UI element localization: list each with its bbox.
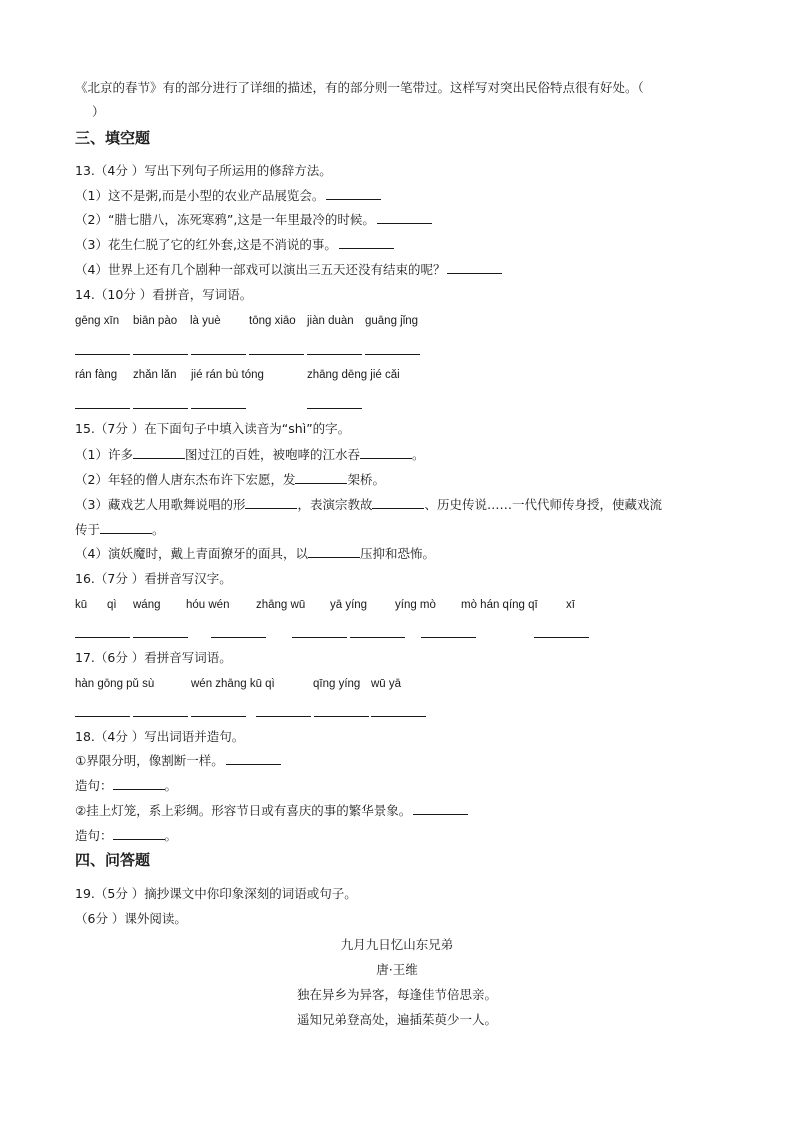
answer-line[interactable] <box>365 354 420 355</box>
answer-line[interactable] <box>307 354 362 355</box>
q13-heading: 13.（4分 ）写出下列句子所运用的修辞方法。 <box>75 163 332 178</box>
answer-blank[interactable] <box>308 545 360 558</box>
pinyin: yíng mò <box>395 599 436 611</box>
answer-blank[interactable] <box>226 752 281 765</box>
answer-line[interactable] <box>75 408 130 409</box>
answer-blank[interactable] <box>377 211 432 224</box>
q15-item-1: （1）许多 图过江的百姓，被咆哮的江水吞 。 <box>75 447 425 462</box>
answer-line[interactable] <box>256 716 311 717</box>
pinyin: zhāng wū <box>256 599 306 611</box>
answer-line[interactable] <box>191 354 246 355</box>
pinyin: gēng xīn <box>75 315 120 327</box>
answer-line[interactable] <box>133 408 188 409</box>
pinyin: guāng jǐng <box>365 315 419 327</box>
q18-sentence-1: 造句： 。 <box>75 778 178 793</box>
q13-item-4: （4）世界上还有几个剧种一部戏可以演出三五天还没有结束的呢？ <box>75 261 502 279</box>
q17-heading: 17.（6分 ）看拼音写词语。 <box>75 650 232 665</box>
answer-blank[interactable] <box>245 496 297 509</box>
pinyin: hóu wén <box>186 599 230 611</box>
q18-sentence-2: 造句： 。 <box>75 828 178 843</box>
pinyin: jiàn duàn <box>307 315 354 327</box>
q15-item-4: （4）演妖魔时，戴上青面獠牙的面具，以 压抑和恐怖。 <box>75 546 435 561</box>
answer-blank[interactable] <box>339 236 394 249</box>
pinyin: tōng xiāo <box>249 315 296 327</box>
answer-line[interactable] <box>75 716 130 717</box>
answer-blank[interactable] <box>113 777 165 790</box>
q13-item-2: （2）“腊七腊八，冻死寒鸦”,这是一年里最冷的时候。 <box>75 211 432 229</box>
answer-blank[interactable] <box>360 446 412 459</box>
pinyin: hàn gōng pǔ sù <box>75 678 155 690</box>
q18-item-2: ②挂上灯笼，系上彩绸。形容节日或有喜庆的事的繁华景象。 <box>75 802 468 820</box>
pinyin: kū <box>75 599 88 611</box>
intro-answer-bracket[interactable]: ） <box>92 104 105 119</box>
answer-blank[interactable] <box>372 496 424 509</box>
answer-line[interactable] <box>249 354 304 355</box>
answer-line[interactable] <box>191 408 246 409</box>
pinyin: yā yíng <box>330 599 368 611</box>
pinyin: rán fàng <box>75 369 118 381</box>
q19-heading: 19.（5分 ）摘抄课文中你印象深刻的词语或句子。 <box>75 886 357 901</box>
pinyin: biān pào <box>133 315 178 327</box>
answer-line[interactable] <box>191 716 246 717</box>
pinyin: zhāng dēng jié cǎi <box>307 369 400 381</box>
answer-blank[interactable] <box>447 261 502 274</box>
q15-item-3-cont: 传于 。 <box>75 522 165 537</box>
section-four-title: 四、问答题 <box>75 851 151 869</box>
pinyin: jié rán bù tóng <box>191 369 264 381</box>
pinyin: xī <box>566 599 575 611</box>
answer-line[interactable] <box>314 716 369 717</box>
answer-line[interactable] <box>133 716 188 717</box>
q18-heading: 18.（4分 ）写出词语并造句。 <box>75 729 245 744</box>
pinyin: qīng yíng <box>313 678 361 690</box>
poem-line-2: 遥知兄弟登高处，遍插茱萸少一人。 <box>296 1012 497 1027</box>
pinyin: là yuè <box>190 315 221 327</box>
answer-line[interactable] <box>307 408 362 409</box>
answer-line[interactable] <box>133 637 188 638</box>
answer-line[interactable] <box>292 637 347 638</box>
answer-blank[interactable] <box>113 827 165 840</box>
section-three-title: 三、填空题 <box>75 129 151 147</box>
answer-line[interactable] <box>534 637 589 638</box>
q15-heading: 15.（7分 ）在下面句子中填入读音为“shì”的字。 <box>75 421 351 436</box>
poem-author: 唐·王维 <box>376 962 418 977</box>
pinyin: qì <box>107 599 117 611</box>
answer-line[interactable] <box>75 637 130 638</box>
answer-blank[interactable] <box>100 521 152 534</box>
answer-blank[interactable] <box>295 471 347 484</box>
pinyin: mò hán qíng qī <box>461 599 538 611</box>
answer-blank[interactable] <box>326 187 381 200</box>
q16-heading: 16.（7分 ）看拼音写汉字。 <box>75 571 232 586</box>
answer-line[interactable] <box>133 354 188 355</box>
poem-title: 九月九日忆山东兄弟 <box>340 937 454 952</box>
q13-item-3: （3）花生仁脱了它的红外套,这是不消说的事。 <box>75 236 394 254</box>
q13-item-1: （1）这不是粥,而是小型的农业产品展览会。 <box>75 187 381 205</box>
q18-item-1: ①界限分明，像割断一样。 <box>75 752 281 770</box>
answer-line[interactable] <box>350 637 405 638</box>
pinyin: wū yā <box>371 678 402 690</box>
answer-line[interactable] <box>211 637 266 638</box>
answer-line[interactable] <box>371 716 426 717</box>
q20-heading: （6分 ）课外阅读。 <box>75 911 187 926</box>
answer-line[interactable] <box>75 354 130 355</box>
q15-item-3: （3）藏戏艺人用歌舞说唱的形 ，表演宗教故 、历史传说……一代代师传身授，使藏戏流 <box>75 497 662 512</box>
pinyin: wén zhāng kū qì <box>191 678 275 690</box>
answer-line[interactable] <box>421 637 476 638</box>
q15-item-2: （2）年轻的僧人唐东杰布许下宏愿，发 架桥。 <box>75 472 385 487</box>
answer-blank[interactable] <box>413 802 468 815</box>
pinyin: zhǎn lǎn <box>133 369 177 381</box>
pinyin: wáng <box>133 599 161 611</box>
poem-line-1: 独在异乡为异客，每逢佳节倍思亲。 <box>296 987 497 1002</box>
q14-heading: 14.（10分 ）看拼音，写词语。 <box>75 287 253 302</box>
intro-statement: 《北京的春节》有的部分进行了详细的描述，有的部分则一笔带过。这样写对突出民俗特点很有好处。（ <box>75 80 644 95</box>
answer-blank[interactable] <box>133 446 185 459</box>
